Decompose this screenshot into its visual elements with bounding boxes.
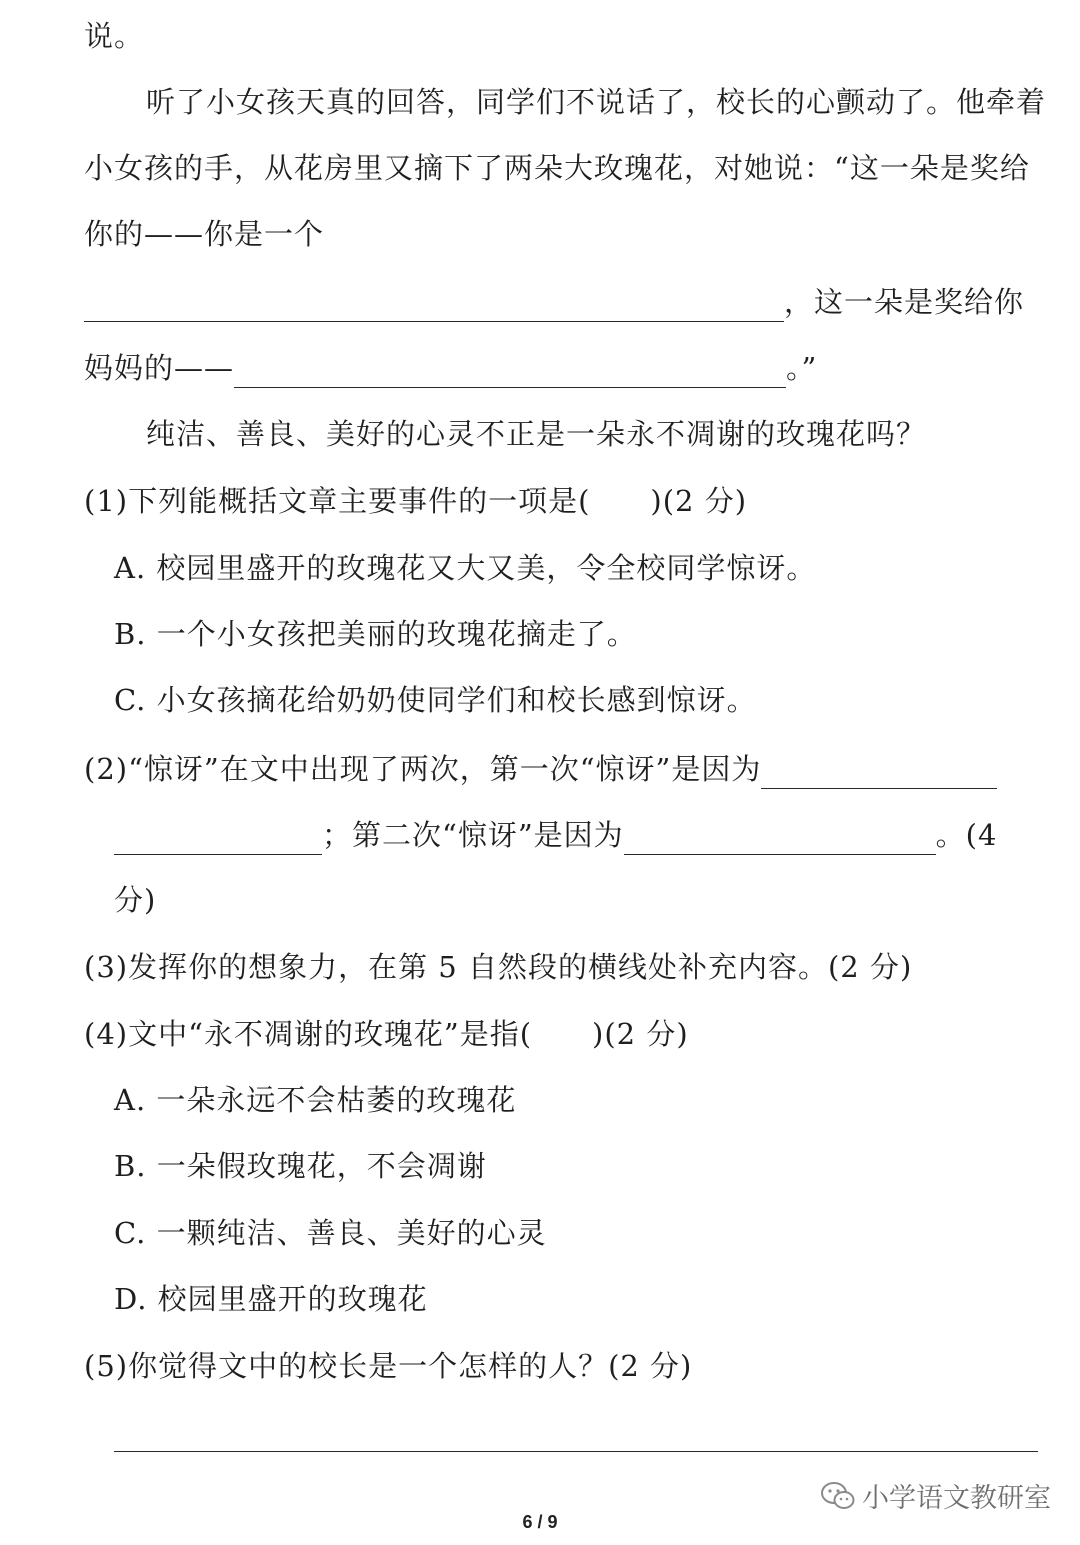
question-4-option-a[interactable]: A. 一朵永远不会枯萎的玫瑰花 [114, 1083, 517, 1117]
question-4-option-d[interactable]: D. 校园里盛开的玫瑰花 [114, 1282, 428, 1316]
question-1-stem: (1)下列能概括文章主要事件的一项是( )(2 分) [84, 484, 748, 518]
page-number: 6 / 9 [522, 1512, 558, 1532]
fill-in-blank[interactable] [114, 824, 322, 855]
question-2-score: 分) [114, 883, 157, 917]
passage-line: 纯洁、善良、美好的心灵不正是一朵永不凋谢的玫瑰花吗？ [146, 417, 927, 451]
passage-line-with-blank [84, 348, 817, 388]
passage-text: ，这一朵是奖给你 [784, 285, 1025, 319]
wechat-icon [820, 1481, 856, 1511]
fill-in-blank[interactable] [234, 357, 786, 388]
watermark [820, 1476, 1051, 1515]
passage-line-with-blank [84, 282, 1024, 322]
fill-in-blank[interactable] [761, 758, 997, 789]
question-4-option-c[interactable]: C. 一颗纯洁、善良、美好的心灵 [114, 1216, 547, 1250]
question-5-answer-line [114, 1412, 1038, 1452]
passage-line: 说。 [84, 19, 145, 53]
question-text: ；第二次“惊讶”是因为 [322, 818, 624, 852]
question-1-option-b[interactable]: B. 一个小女孩把美丽的玫瑰花摘走了。 [114, 617, 637, 651]
passage-text: 。” [786, 351, 818, 385]
passage-line: 你的——你是一个 [84, 217, 325, 251]
question-text: (2)“惊讶”在文中出现了两次，第一次“惊讶”是因为 [84, 752, 762, 786]
question-4-stem: (4)文中“永不凋谢的玫瑰花”是指( )(2 分) [84, 1017, 689, 1051]
fill-in-blank[interactable] [84, 291, 784, 322]
question-text: 。(4 [935, 818, 998, 852]
passage-text: 妈妈的—— [84, 351, 235, 385]
passage-line: 听了小女孩天真的回答，同学们不说话了，校长的心颤动了。他牵着 [146, 85, 1047, 119]
passage-line: 小女孩的手，从花房里又摘下了两朵大玫瑰花，对她说：“这一朵是奖给 [84, 151, 1030, 185]
question-4-option-b[interactable]: B. 一朵假玫瑰花，不会凋谢 [114, 1149, 487, 1183]
watermark-text: 小学语文教研室 [862, 1483, 1051, 1514]
fill-in-blank[interactable] [624, 824, 936, 855]
question-5-stem: (5)你觉得文中的校长是一个怎样的人？(2 分) [84, 1349, 693, 1383]
question-2-continuation [114, 815, 997, 855]
question-1-option-a[interactable]: A. 校园里盛开的玫瑰花又大又美，令全校同学惊讶。 [114, 551, 817, 585]
question-3-stem: (3)发挥你的想象力，在第 5 自然段的横线处补充内容。(2 分) [84, 950, 913, 984]
question-1-option-c[interactable]: C. 小女孩摘花给奶奶使同学们和校长感到惊讶。 [114, 683, 757, 717]
fill-in-blank[interactable] [114, 1421, 1038, 1452]
question-2-stem [84, 749, 997, 789]
